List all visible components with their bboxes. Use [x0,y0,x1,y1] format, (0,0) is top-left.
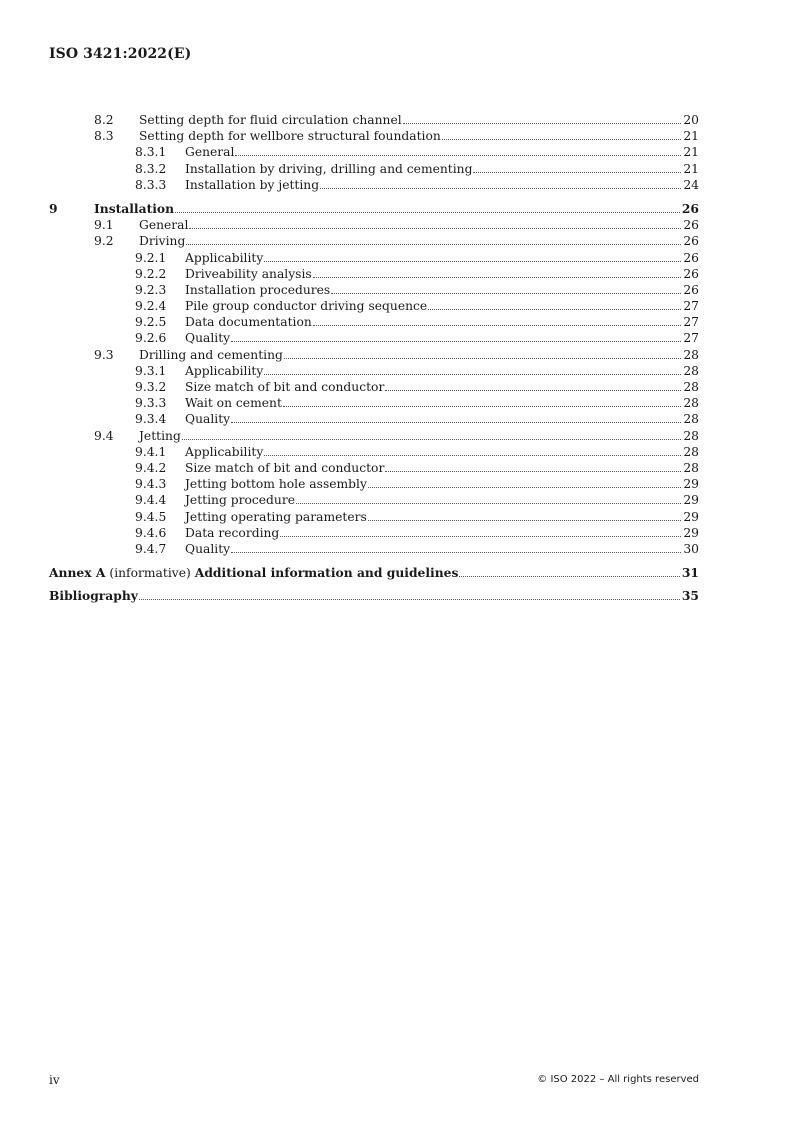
leader-dots [473,171,681,173]
toc-entry[interactable] [49,347,699,363]
toc-entry-title: Applicability [185,444,264,459]
toc-entry[interactable] [49,460,699,476]
annex-page: 31 [681,565,699,581]
toc-entry-number: 9.4.1 [135,444,167,459]
leader-dots [442,138,682,140]
toc-entry[interactable] [49,525,699,541]
toc-entry-title: General [139,218,189,233]
toc-entry-title: Size match of bit and conductor [185,380,385,394]
toc-entry[interactable] [49,266,699,282]
toc-entry-title: Drilling and cementing [139,347,283,362]
toc-entry-page: 26 [681,200,699,216]
toc-entry-number: 9.4.4 [135,493,167,508]
toc-entry-page: 26 [683,282,699,297]
toc-entry-number: 9.1 [94,218,114,233]
leader-dots [368,519,682,521]
leader-dots [139,598,680,600]
toc-entry-title: Setting depth for fluid circulation channel [139,113,402,127]
leader-dots [284,357,681,359]
toc-entry-number: 9.4.5 [135,509,167,524]
toc-entry[interactable] [49,509,699,525]
toc-entry[interactable] [49,476,699,492]
leader-dots [459,575,679,577]
leader-dots [320,187,681,189]
toc-entry-title: Setting depth for wellbore structural foundation [139,129,441,144]
toc-entry-number: 8.2 [94,113,114,127]
toc-entry-page: 26 [683,234,699,249]
toc-entry[interactable] [49,363,699,379]
leader-dots [264,373,681,375]
toc-entry-page: 29 [683,493,699,508]
toc-entry-title: Wait on cement [185,396,282,411]
toc-entry[interactable] [49,298,699,314]
toc-entry-page: 28 [683,460,699,475]
leader-dots [235,154,681,156]
toc-entry-title: Data documentation [185,315,312,330]
toc-entry-page: 27 [683,315,699,330]
toc-entry-page: 29 [683,509,699,524]
toc-entry-title: Jetting operating parameters [185,509,367,524]
toc-entry-page: 29 [683,477,699,492]
toc-entry[interactable] [49,444,699,460]
toc-entry-page: 21 [683,129,699,144]
toc-entry-page: 30 [683,541,699,556]
toc-entry[interactable] [49,330,699,346]
toc-entry-page: 28 [683,428,699,443]
annex-prefix: Annex A [49,565,106,581]
toc-entry-title: Driveability analysis [185,266,312,281]
leader-dots [264,454,681,456]
toc-entry-page: 27 [683,331,699,346]
toc-bibliography[interactable] [49,588,699,604]
toc-entry-title: General [185,145,235,160]
leader-dots [231,551,681,553]
toc-entry-number: 9.4.6 [135,525,167,540]
annex-title: Additional information and guidelines [194,565,459,581]
toc-entry-page: 28 [683,380,699,394]
toc-entry-title: Applicability [185,250,264,265]
toc-entry[interactable] [49,144,699,160]
toc-entry-number: 9.2.3 [135,282,167,297]
leader-dots [313,324,682,326]
toc-entry-title: Driving [139,234,186,249]
toc-entry-number: 9.3 [94,347,114,362]
toc-entry[interactable] [49,233,699,249]
toc-entry[interactable] [49,379,699,395]
toc-entry-page: 26 [683,266,699,281]
toc-entry-page: 20 [683,113,699,127]
toc-entry-page: 28 [683,347,699,362]
toc-entry-title: Quality [185,331,231,346]
toc-entry[interactable] [49,201,699,217]
toc-entry-number: 9.2.2 [135,266,167,281]
leader-dots [313,276,682,278]
toc-entry-number: 8.3.3 [135,177,167,192]
toc-entry-page: 27 [683,299,699,314]
toc-entry-page: 29 [683,525,699,540]
leader-dots [385,470,681,472]
leader-dots [368,486,681,488]
toc-entry-page: 21 [683,145,699,160]
leader-dots [403,122,682,124]
toc-entry[interactable] [49,217,699,233]
toc-entry-number: 9.4 [94,428,114,443]
leader-dots [280,535,681,537]
toc-entry-number: 9.3.2 [135,380,167,394]
leader-dots [175,211,680,213]
toc-entry-number: 9 [49,200,58,216]
leader-dots [186,243,681,245]
toc-entry[interactable] [49,128,699,144]
toc-entry-page: 26 [683,250,699,265]
annex-note: (informative) [109,566,191,581]
toc-entry-number: 9.2 [94,234,114,249]
toc-entries [49,112,699,557]
toc-entry[interactable] [49,395,699,411]
toc-entry[interactable] [49,428,699,444]
toc-entry-title: Pile group conductor driving sequence [185,299,428,314]
toc-entry-title: Jetting procedure [185,493,295,508]
leader-dots [182,438,682,440]
toc-entry-title: Installation by driving, drilling and cementing [185,161,473,176]
toc-entry[interactable] [49,411,699,427]
toc-entry-page: 26 [683,218,699,233]
toc-entry-page: 28 [683,363,699,378]
toc-entry-number: 9.4.3 [135,477,167,492]
toc-entry-page: 28 [683,412,699,427]
toc-entry-title: Size match of bit and conductor [185,460,385,475]
leader-dots [231,340,681,342]
toc-entry-title: Jetting bottom hole assembly [185,477,367,492]
toc-entry-number: 9.3.1 [135,363,167,378]
toc-entry-number: 8.3 [94,129,114,144]
toc-entry[interactable] [49,161,699,177]
leader-dots [428,308,681,310]
leader-dots [331,292,681,294]
toc-entry-number: 8.3.1 [135,145,167,160]
toc-entry-page: 24 [683,177,699,192]
toc-entry-title: Installation by jetting [185,177,320,192]
leader-dots [385,389,681,391]
bibliography-page: 35 [681,588,699,604]
leader-dots [296,502,681,504]
table-of-contents [49,112,699,604]
toc-entry[interactable] [49,492,699,508]
toc-entry-title: Applicability [185,363,264,378]
toc-entry-number: 9.2.1 [135,250,167,265]
leader-dots [189,227,681,229]
toc-entry-number: 9.4.2 [135,460,167,475]
toc-entry[interactable] [49,112,699,128]
toc-entry[interactable] [49,541,699,557]
toc-entry[interactable] [49,282,699,298]
toc-entry-number: 9.2.6 [135,331,167,346]
leader-dots [283,405,681,407]
toc-entry-number: 9.3.3 [135,396,167,411]
bibliography-title: Bibliography [49,588,138,604]
toc-entry-number: 9.2.5 [135,315,167,330]
toc-entry-number: 9.3.4 [135,412,167,427]
toc-entry-number: 8.3.2 [135,161,167,176]
toc-entry[interactable] [49,177,699,193]
leader-dots [231,421,681,423]
toc-entry-title: Data recording [185,525,280,540]
toc-entry-page: 28 [683,444,699,459]
toc-entry-page: 21 [683,161,699,176]
document-id-header: ISO 3421:2022(E) [49,46,192,62]
toc-entry-number: 9.4.7 [135,541,167,556]
toc-annex-a[interactable] [49,565,699,581]
toc-entry-number: 9.2.4 [135,299,167,314]
leader-dots [264,260,681,262]
toc-entry-title: Jetting [139,428,181,443]
page-number: iv [49,1073,60,1087]
toc-entry-title: Quality [185,412,231,427]
toc-entry-title: Installation [94,200,175,216]
toc-entry[interactable] [49,250,699,266]
copyright-notice: © ISO 2022 – All rights reserved [537,1074,699,1085]
toc-entry-page: 28 [683,396,699,411]
toc-entry[interactable] [49,314,699,330]
toc-entry-title: Quality [185,541,231,556]
toc-entry-title: Installation procedures [185,282,331,297]
